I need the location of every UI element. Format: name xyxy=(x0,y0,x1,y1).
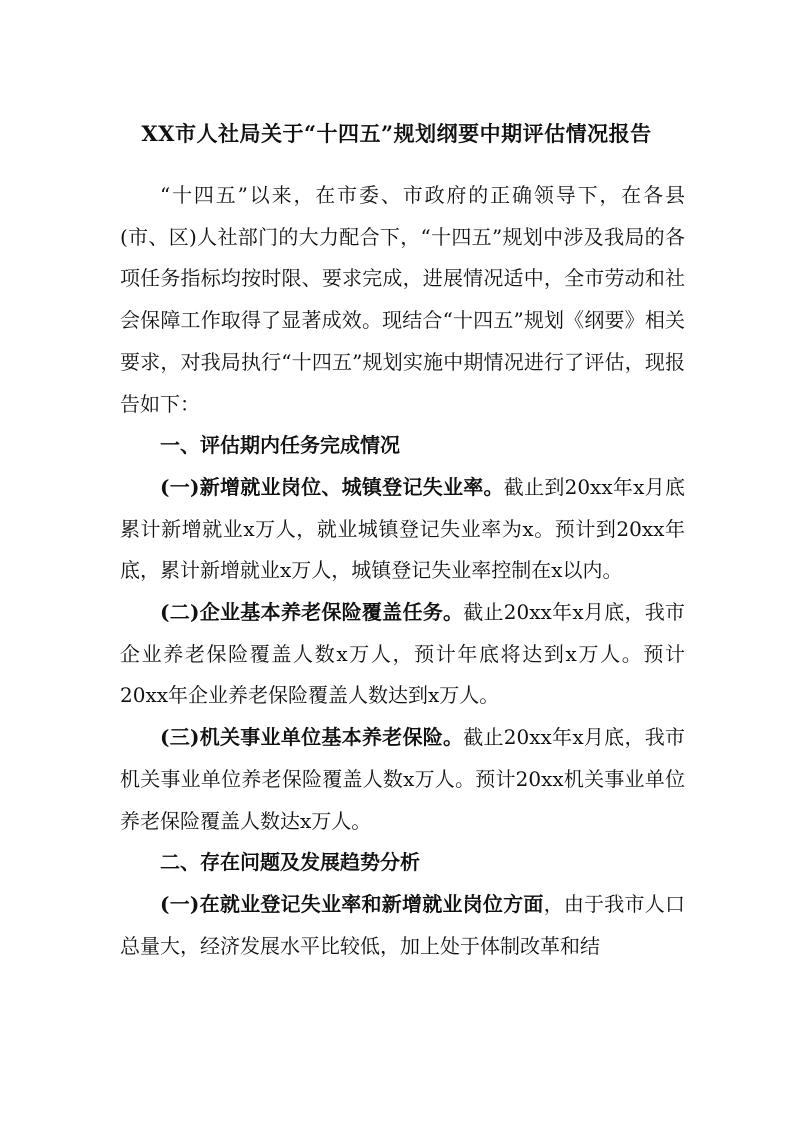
paragraph-text: 截止到20xx年x月底累计新增就业x万人，就业城镇登记失业率为x。预计到20xx年底，累计新增就业x万人，城镇登记失业率控制在x以内。 xyxy=(120,474,685,583)
intro-paragraph: “十四五”以来，在市委、市政府的正确领导下，在各县(市、区)人社部门的大力配合下，“十四五”规划中涉及我局的各项任务指标均按时限、要求完成，进展情况适中，全市劳动和社会保障工作取得了显著成效。现结合“十四五”规划《纲要》相关要求，对我局执行“十四五”规划实施中期情况进行了评估，现报告如下： xyxy=(120,183,685,416)
section-heading-2: 二、存在问题及发展趋势分析 xyxy=(160,850,420,875)
paragraph-text: ，由于我市人口总量大，经济发展水平比较低，加上处于体制改革和结 xyxy=(120,891,685,958)
document-title: XX市人社局关于“十四五”规划纲要中期评估情况报告 xyxy=(141,121,652,146)
paragraph-enterprise-pension xyxy=(120,592,685,717)
section-heading-1: 一、评估期内任务完成情况 xyxy=(160,433,400,458)
paragraph-unemployment-analysis xyxy=(120,884,685,967)
paragraph-text: 截止20xx年x月底，我市机关事业单位养老保险覆盖人数x万人。预计20xx机关事业单位养老保险覆盖人数达x万人。 xyxy=(120,725,685,833)
paragraph-text: 截止20xx年x月底，我市企业养老保险覆盖人数x万人，预计年底将达到x万人。预计20xx年企业养老保险覆盖人数达到x万人。 xyxy=(120,600,685,708)
paragraph-institution-pension xyxy=(120,717,685,842)
paragraph-lead: (一)在就业登记失业率和新增就业岗位方面 xyxy=(160,891,544,916)
paragraph-lead: (三)机关事业单位基本养老保险。 xyxy=(160,725,464,750)
paragraph-new-employment xyxy=(120,467,685,592)
paragraph-lead: (一)新增就业岗位、城镇登记失业率。 xyxy=(160,474,504,499)
paragraph-lead: (二)企业基本养老保险覆盖任务。 xyxy=(160,600,464,625)
document-body xyxy=(120,175,685,967)
